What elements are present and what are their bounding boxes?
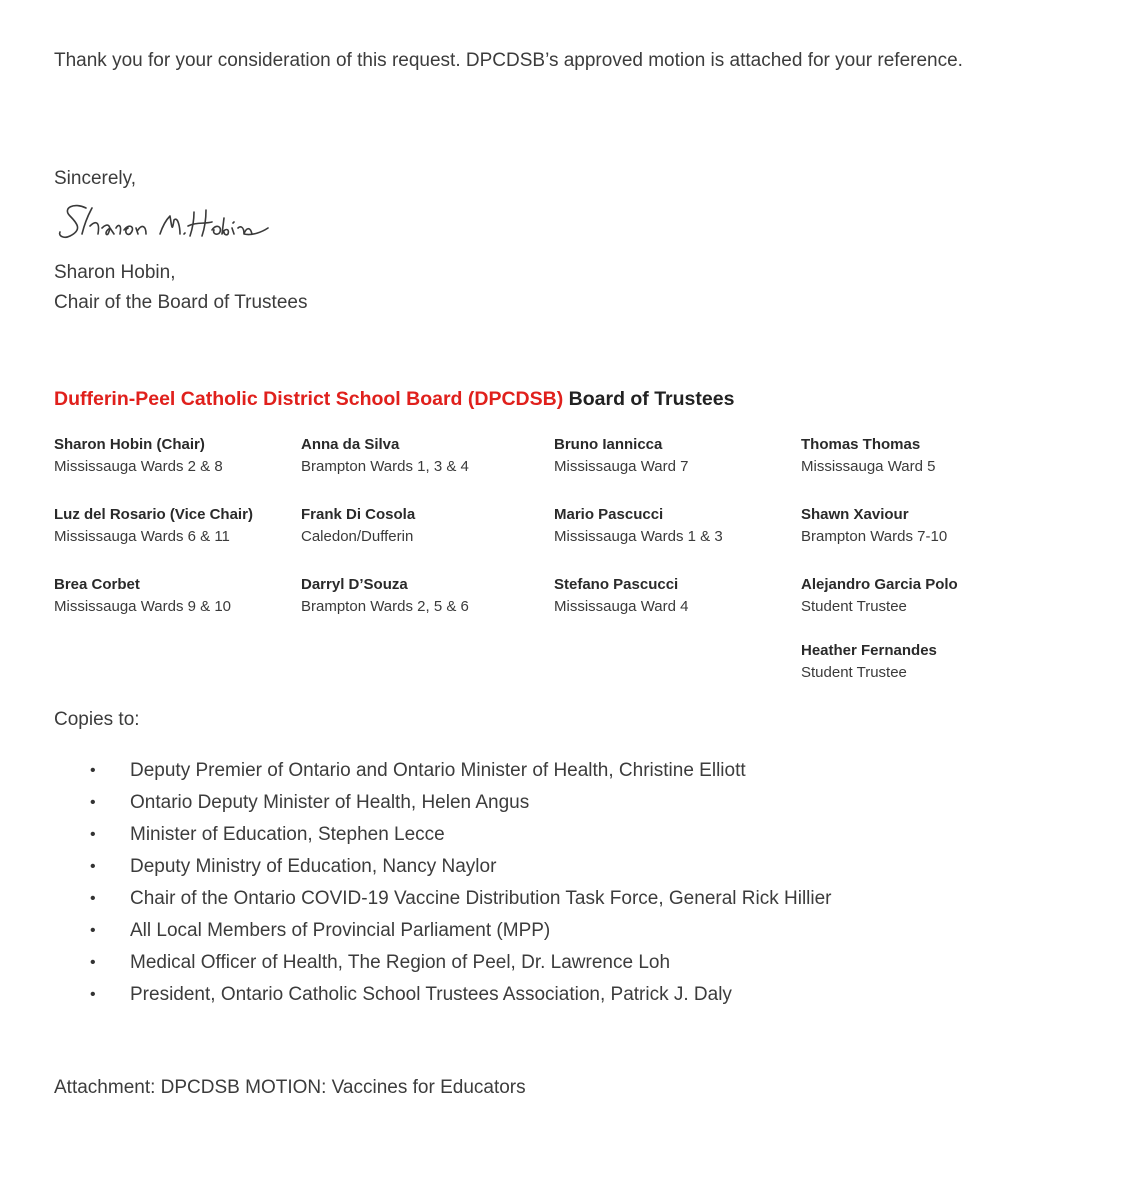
trustee-entry	[554, 434, 794, 478]
board-heading	[54, 388, 734, 411]
trustee-entry	[54, 504, 294, 548]
copy-recipient: All Local Members of Provincial Parliament (MPP)	[130, 920, 551, 941]
trustee-name: Sharon Hobin (Chair)	[54, 436, 205, 453]
trustee-name: Anna da Silva	[301, 436, 400, 453]
list-item	[90, 851, 832, 883]
trustee-ward: Mississauga Wards 2 & 8	[54, 458, 223, 475]
trustee-name: Heather Fernandes	[801, 642, 937, 659]
list-item	[90, 979, 832, 1011]
bullet: •	[90, 826, 96, 843]
trustee-ward: Mississauga Wards 6 & 11	[54, 528, 230, 545]
board-heading-suffix: Board of Trustees	[568, 388, 735, 410]
copy-recipient: Chair of the Ontario COVID-19 Vaccine Distribution Task Force, General Rick Hillier	[130, 888, 832, 909]
attachment-line: Attachment: DPCDSB MOTION: Vaccines for Educators	[54, 1077, 526, 1098]
trustee-ward: Brampton Wards 2, 5 & 6	[301, 598, 469, 615]
trustee-ward: Mississauga Wards 1 & 3	[554, 528, 723, 545]
trustee-entry	[54, 574, 294, 618]
trustee-entry	[301, 434, 541, 478]
trustee-entry	[801, 640, 1041, 684]
trustee-name: Alejandro Garcia Polo	[801, 576, 958, 593]
list-item	[90, 787, 832, 819]
trustee-entry	[801, 504, 1041, 548]
trustee-name: Frank Di Cosola	[301, 506, 416, 523]
trustee-entry	[554, 574, 794, 618]
trustee-entry	[801, 434, 1041, 478]
trustee-name: Bruno Iannicca	[554, 436, 663, 453]
copy-recipient: Minister of Education, Stephen Lecce	[130, 824, 445, 845]
trustee-ward: Mississauga Ward 4	[554, 598, 689, 615]
trustee-entry	[301, 574, 541, 618]
trustee-name: Darryl D’Souza	[301, 576, 408, 593]
trustee-ward: Mississauga Ward 5	[801, 458, 936, 475]
trustee-entry	[301, 504, 541, 548]
list-item	[90, 819, 832, 851]
bullet: •	[90, 890, 96, 907]
trustee-ward: Mississauga Wards 9 & 10	[54, 598, 232, 615]
bullet: •	[90, 922, 96, 939]
bullet: •	[90, 858, 96, 875]
list-item	[90, 915, 832, 947]
trustee-ward: Student Trustee	[801, 664, 907, 681]
copy-recipient: Medical Officer of Health, The Region of Peel, Dr. Lawrence Loh	[130, 952, 671, 973]
trustee-ward: Mississauga Ward 7	[554, 458, 689, 475]
board-name: Dufferin-Peel Catholic District School Board (DPCDSB)	[54, 388, 564, 410]
list-item	[90, 947, 832, 979]
trustee-name: Shawn Xaviour	[801, 506, 909, 523]
trustee-name: Thomas Thomas	[801, 436, 921, 453]
trustee-ward: Brampton Wards 1, 3 & 4	[301, 458, 469, 475]
copy-recipient: Deputy Ministry of Education, Nancy Naylor	[130, 856, 497, 877]
bullet: •	[90, 954, 96, 971]
signer-title: Chair of the Board of Trustees	[54, 292, 308, 313]
trustee-name: Brea Corbet	[54, 576, 140, 593]
copies-list	[90, 755, 832, 1011]
copies-label: Copies to:	[54, 709, 140, 730]
salutation: Sincerely,	[54, 168, 137, 189]
trustee-entry	[54, 434, 294, 478]
copy-recipient: Ontario Deputy Minister of Health, Helen Angus	[130, 792, 530, 813]
bullet: •	[90, 794, 96, 811]
trustee-name: Stefano Pascucci	[554, 576, 679, 593]
trustee-ward: Caledon/Dufferin	[301, 528, 414, 545]
bullet: •	[90, 762, 96, 779]
trustee-entry	[554, 504, 794, 548]
copy-recipient: Deputy Premier of Ontario and Ontario Minister of Health, Christine Elliott	[130, 760, 746, 781]
trustee-ward: Brampton Wards 7-10	[801, 528, 948, 545]
signer-name: Sharon Hobin,	[54, 262, 176, 283]
bullet: •	[90, 986, 96, 1003]
trustee-name: Mario Pascucci	[554, 506, 664, 523]
list-item	[90, 883, 832, 915]
closing-paragraph: Thank you for your consideration of this request. DPCDSB’s approved motion is attached for your reference.	[54, 50, 963, 71]
handwritten-signature	[56, 198, 386, 246]
list-item	[90, 755, 832, 787]
trustee-entry	[801, 574, 1041, 618]
trustee-name: Luz del Rosario (Vice Chair)	[54, 506, 253, 523]
copy-recipient: President, Ontario Catholic School Trustees Association, Patrick J. Daly	[130, 984, 732, 1005]
trustee-ward: Student Trustee	[801, 598, 907, 615]
